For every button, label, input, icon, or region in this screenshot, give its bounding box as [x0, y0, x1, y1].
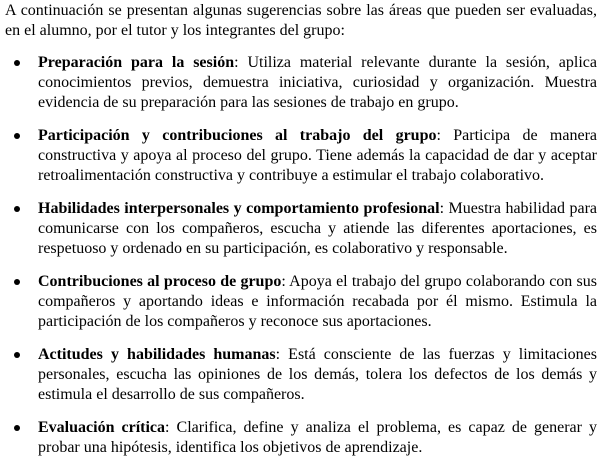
bullet-icon — [14, 352, 20, 358]
list-item-human-attitudes — [5, 345, 597, 405]
title-separator: : — [165, 419, 177, 436]
intro-paragraph: A continuación se presentan algunas sugerencias sobre las áreas que pueden ser evaluadas, en el alumno, por el tutor y los integrantes del grupo: — [5, 2, 597, 39]
list-item-critical-evaluation — [5, 418, 597, 458]
item-text: Clarifica, define y analiza el problema, es capaz de generar y probar una hipótesis, identifica los objetivos de aprendizaje. — [38, 419, 597, 456]
title-separator: : — [234, 54, 248, 71]
item-title: Habilidades interpersonales y comportamiento profesional — [38, 200, 440, 217]
item-text: Está consciente de las fuerzas y limitaciones personales, escucha las opiniones de los demás, tolera los defectos de los demás y estimula el desarrollo de sus compañeros. — [38, 346, 597, 403]
evaluation-areas-list — [5, 53, 597, 458]
bullet-icon — [14, 206, 20, 212]
item-title: Preparación para la sesión — [38, 54, 235, 71]
list-item-participation — [5, 126, 597, 186]
bullet-icon — [14, 133, 20, 139]
list-item-preparation — [5, 53, 597, 113]
bullet-icon — [14, 60, 20, 66]
item-text: Participa de manera constructiva y apoya al proceso del grupo. Tiene además la capacidad de dar y aceptar retroalimentación constructiva y contribuye a estimular el trabajo colaborativo. — [38, 127, 598, 184]
list-item-group-process — [5, 272, 597, 332]
bullet-icon — [14, 279, 20, 285]
item-text: Apoya el trabajo del grupo colaborando con sus compañeros y aportando ideas e información recabada por él mismo. Estimula la participación de los compañeros y reconoce sus aportaciones. — [38, 273, 597, 330]
item-title: Evaluación crítica — [38, 419, 166, 436]
item-title: Participación y contribuciones al trabajo del grupo — [38, 127, 437, 144]
bullet-icon — [14, 425, 20, 431]
item-text: Utiliza material relevante durante la sesión, aplica conocimientos previos, demuestra iniciativa, curiosidad y organización. Muestra evidencia de su preparación para las sesiones de trabajo en grupo. — [38, 54, 597, 111]
title-separator: : — [436, 127, 454, 144]
list-item-interpersonal-skills — [5, 199, 597, 259]
title-separator: : — [439, 200, 449, 217]
item-title: Contribuciones al proceso de grupo — [38, 273, 282, 290]
title-separator: : — [275, 346, 289, 363]
item-text: Muestra habilidad para comunicarse con los compañeros, escucha y atiende las diferentes aportaciones, es respetuoso y ordenado en su participación, es colaborativo y responsable. — [38, 200, 598, 257]
item-title: Actitudes y habilidades humanas — [38, 346, 276, 363]
title-separator: : — [281, 273, 290, 290]
